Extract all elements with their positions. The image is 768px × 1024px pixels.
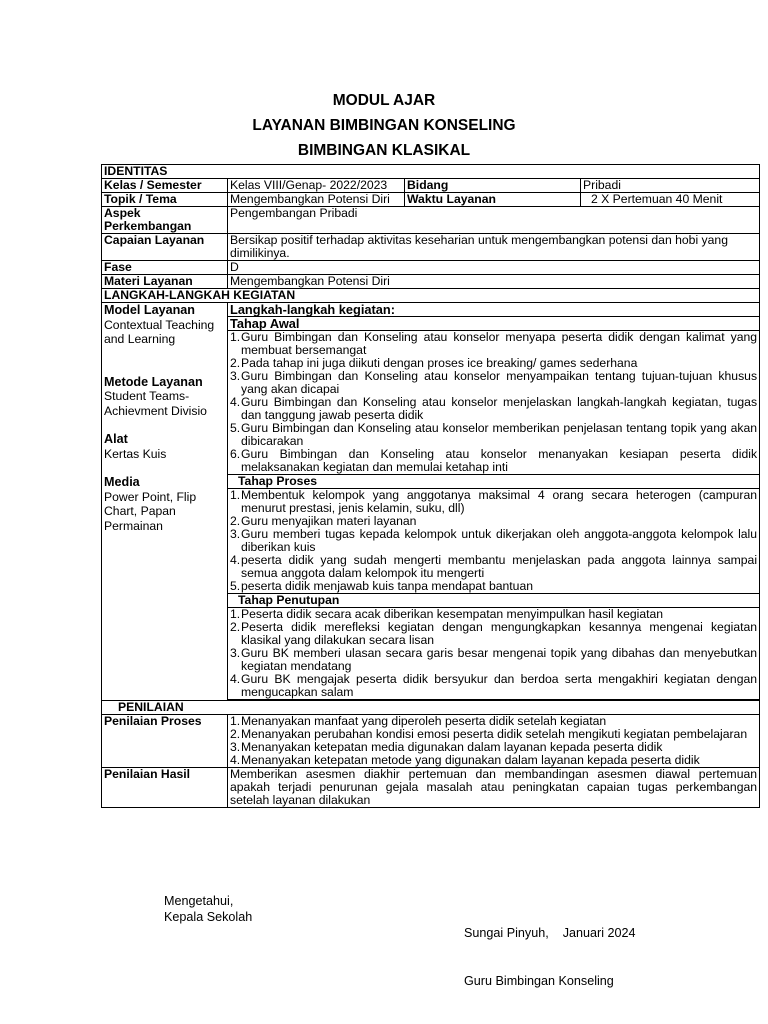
penilaian-header: PENILAIAN	[102, 701, 760, 715]
kelas-value: Kelas VIII/Genap- 2022/2023	[228, 179, 405, 193]
waktu-label: Waktu Layanan	[405, 193, 581, 207]
list-item: 1. Peserta didik secara acak diberikan kesempatan menyimpulkan hasil kegiatan	[230, 607, 664, 621]
title-line-1: MODUL AJAR	[332, 92, 436, 109]
metode-label: Metode Layanan	[104, 374, 203, 389]
list-item: 1. Membentuk kelompok yang anggotanya maksimal 4 orang secara heterogen (campuran menurut prestasi, jenis kelamin, suku, dll)	[230, 488, 758, 515]
proses-title: Tahap Proses	[228, 475, 760, 489]
awal-list	[230, 331, 757, 474]
penutupan-title: Tahap Penutupan	[228, 594, 760, 608]
aspek-label: Aspek Perkembangan	[102, 207, 228, 234]
modul-table	[101, 164, 760, 808]
footer-left-line1: Mengetahui,	[164, 894, 234, 908]
awal-list-cell	[228, 331, 760, 475]
list-item: 1. Guru Bimbingan dan Konseling atau konselor menyapa peserta didik dengan kalimat yang membuat bersemangat	[230, 330, 758, 357]
list-item: 2. Peserta didik merefleksi kegiatan dengan mengungkapkan kesannya mengenai kegiatan klasikal yang dilakukan secara lisan	[230, 620, 758, 647]
model-value: Contextual Teaching and Learning	[104, 317, 215, 346]
list-item: 4. Guru Bimbingan dan Konseling atau konselor menjelaskan langkah-langkah kegiatan, tugas dan tanggung jawab peserta didik	[230, 395, 758, 422]
list-item: 1. Menanyakan manfaat yang diperoleh peserta didik setelah kegiatan	[230, 714, 607, 728]
list-item: 5. peserta didik menjawab kuis tanpa mendapat bantuan	[230, 579, 534, 593]
topik-value: Mengembangkan Potensi Diri	[228, 193, 405, 207]
awal-title: Tahap Awal	[228, 317, 760, 331]
model-label: Model Layanan	[104, 303, 195, 317]
penutupan-list	[230, 608, 757, 699]
list-item: 5. Guru Bimbingan dan Konseling atau konselor memberikan penjelasan tentang topik yang akan dibicarakan	[230, 421, 758, 448]
list-item: 3. Menanyakan ketepatan media digunakan dalam layanan kepada peserta didik	[230, 740, 663, 754]
penilaian-header-row	[102, 701, 760, 715]
aspek-row	[102, 207, 760, 234]
materi-value: Mengembangkan Potensi Diri	[228, 275, 760, 289]
materi-row	[102, 275, 760, 289]
capaian-label: Capaian Layanan	[102, 234, 228, 261]
identitas-header-row	[102, 165, 760, 179]
materi-label: Materi Layanan	[102, 275, 228, 289]
bidang-label: Bidang	[405, 179, 581, 193]
media-label: Media	[104, 475, 140, 489]
footer-left-line2: Kepala Sekolah	[164, 910, 253, 924]
layanan-info-cell	[102, 303, 228, 701]
footer-left	[164, 893, 252, 925]
penilaian-proses-cell	[228, 715, 760, 768]
proses-list-cell	[228, 489, 760, 594]
list-item: 6. Guru Bimbingan dan Konseling atau konselor menanyakan kesiapan peserta didik melaksanakan kegiatan dan memulai ketahap inti	[230, 447, 758, 474]
kegiatan-label: Langkah-langkah kegiatan:	[228, 303, 760, 317]
identitas-header: IDENTITAS	[102, 165, 760, 179]
list-item: 3. Guru Bimbingan dan Konseling atau konselor menyampaikan tentang tujuan-tujuan khusus yang akan dicapai	[230, 369, 758, 396]
kelas-label: Kelas / Semester	[102, 179, 228, 193]
capaian-value: Bersikap positif terhadap aktivitas keseharian untuk mengembangkan potensi dan hobi yang dimilikinya.	[228, 234, 760, 261]
footer-right-line2: Guru Bimbingan Konseling	[464, 974, 614, 988]
metode-value: Student Teams-Achievment Divisio	[104, 389, 207, 418]
fase-row	[102, 261, 760, 275]
list-item: 2. Pada tahap ini juga diikuti dengan proses ice breaking/ games sederhana	[230, 356, 638, 370]
penilaian-hasil-row	[102, 768, 760, 808]
list-item: 4. Menanyakan ketepatan metode yang digunakan dalam layanan kepada peserta didik	[230, 753, 700, 767]
footer-right-line1: Sungai Pinyuh, Januari 2024	[464, 926, 636, 940]
list-item: 3. Guru memberi tugas kepada kelompok untuk dikerjakan oleh anggota-anggota kelompok lalu diberikan kuis	[230, 527, 758, 554]
media-value: Power Point, Flip Chart, Papan Permainan	[104, 489, 197, 533]
kegiatan-row	[102, 303, 760, 317]
penilaian-hasil-label: Penilaian Hasil	[102, 768, 228, 808]
fase-label: Fase	[102, 261, 228, 275]
list-item: 2. Menanyakan perubahan kondisi emosi peserta didik setelah mengikuti kegiatan pembelajaran	[230, 727, 748, 741]
aspek-value: Pengembangan Pribadi	[228, 207, 760, 234]
topik-label: Topik / Tema	[102, 193, 228, 207]
alat-value: Kertas Kuis	[104, 446, 167, 461]
capaian-row	[102, 234, 760, 261]
alat-label: Alat	[104, 432, 128, 446]
bidang-value: Pribadi	[581, 179, 760, 193]
topik-row	[102, 193, 760, 207]
list-item: 2. Guru menyajikan materi layanan	[230, 514, 417, 528]
proses-list	[230, 489, 757, 593]
langkah-header: LANGKAH-LANGKAH KEGIATAN	[102, 289, 760, 303]
title-line-2: LAYANAN BIMBINGAN KONSELING	[252, 117, 516, 134]
penilaian-proses-row	[102, 715, 760, 768]
footer-right	[464, 893, 636, 1005]
title-line-3: BIMBINGAN KLASIKAL	[297, 142, 471, 159]
penilaian-proses-list	[230, 715, 757, 767]
penilaian-hasil-value: Memberikan asesmen diakhir pertemuan dan membandingan asesmen diawal pertemuan apakah terjadi penurunan gejala masalah atau peningkatan capaian tugas perkembangan setelah layanan dilakukan	[228, 768, 760, 808]
list-item: 4. Guru BK mengajak peserta didik bersyukur dan berdoa serta mengakhiri kegiatan dengan mengucapkan salam	[230, 672, 758, 699]
langkah-header-row	[102, 289, 760, 303]
waktu-value: 2 X Pertemuan 40 Menit	[581, 193, 760, 207]
penutupan-list-cell	[228, 608, 760, 700]
list-item: 3. Guru BK memberi ulasan secara garis besar mengenai topik yang dibahas dan menyebutkan kegiatan mendatang	[230, 646, 758, 673]
list-item: 4. peserta didik yang sudah mengerti membantu menjelaskan pada anggota lainnya sampai semua anggota dalam kelompok itu mengerti	[230, 553, 758, 580]
fase-value: D	[228, 261, 760, 275]
kelas-row	[102, 179, 760, 193]
penilaian-proses-label: Penilaian Proses	[102, 715, 228, 768]
